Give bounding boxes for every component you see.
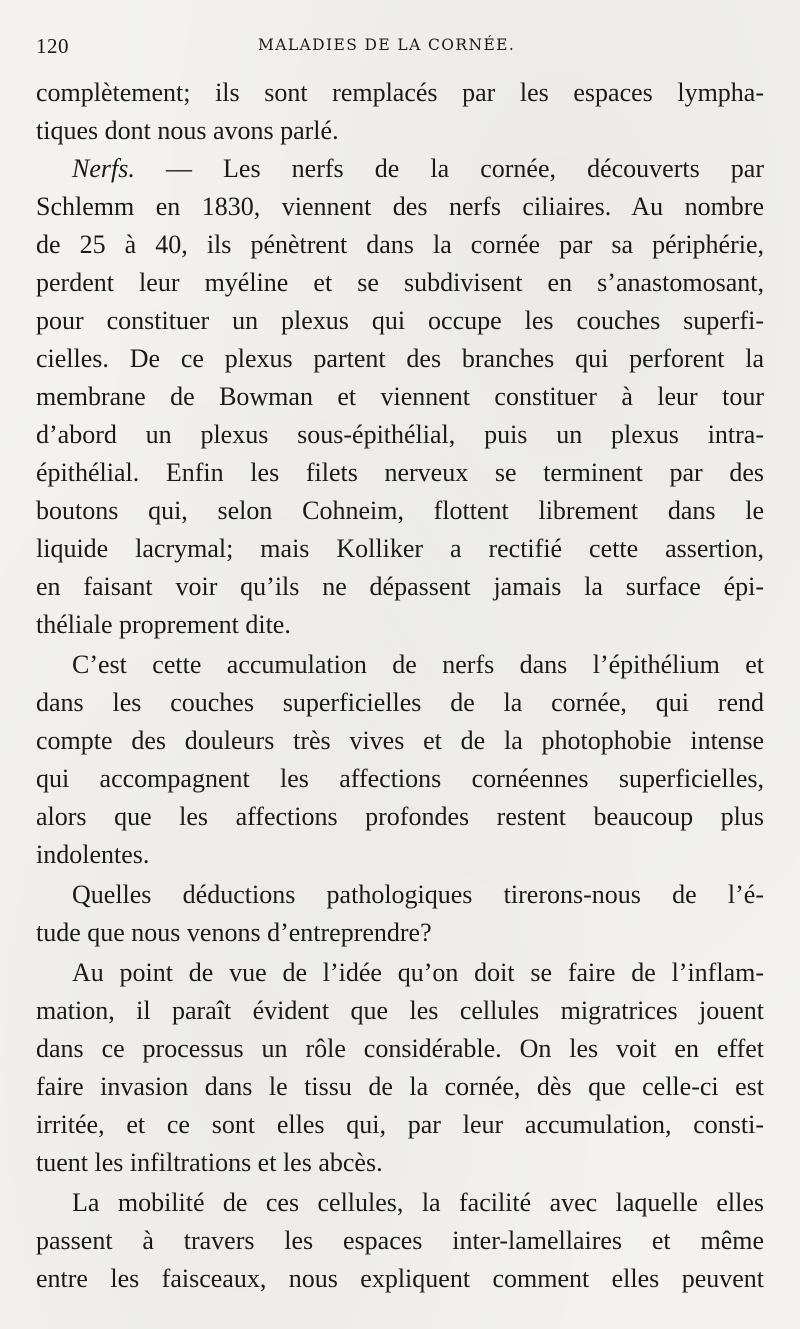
text-line: entre les faisceaux, nous expliquent comment elles peuvent [36,1264,764,1293]
text-line: tuent les infiltrations et les abcès. [36,1148,383,1177]
text-line: dans les couches superficielles de la cornée, qui rend [36,688,764,717]
text-line: compte des douleurs très vives et de la photophobie intense [36,726,764,755]
page-header [36,34,766,64]
text-line: perdent leur myéline et se subdivisent en s’anastomosant, [36,268,764,297]
text-line: membrane de Bowman et viennent constituer à leur tour [36,382,764,411]
text-line: indolentes. [36,840,150,869]
text-line: C’est cette accumulation de nerfs dans l’épithélium et [72,650,764,679]
text-line-nerfs [72,150,764,188]
text-line-nerfs-rest: — Les nerfs de la cornée, découverts par [165,154,764,183]
text-line: qui accompagnent les affections cornéennes superficielles, [36,764,764,793]
text-line: alors que les affections profondes restent beaucoup plus [36,802,764,831]
text-line: Quelles déductions pathologiques tirerons-nous de l’é- [72,880,764,909]
text-line: épithélial. Enfin les filets nerveux se terminent par des [36,458,764,487]
text-line: tude que nous venons d’entreprendre? [36,918,432,947]
text-line: faire invasion dans le tissu de la cornée, dès que celle-ci est [36,1072,764,1101]
text-line: d’abord un plexus sous-épithélial, puis un plexus intra- [36,420,764,449]
text-line: boutons qui, selon Cohneim, flottent librement dans le [36,496,764,525]
running-head: MALADIES DE LA CORNÉE. [258,36,516,54]
text-line: liquide lacrymal; mais Kolliker a rectifié cette assertion, [36,534,764,563]
text-line: passent à travers les espaces inter-lamellaires et même [36,1226,764,1255]
text-line: Schlemm en 1830, viennent des nerfs ciliaires. Au nombre [36,192,764,221]
text-line: cielles. De ce plexus partent des branches qui perforent la [36,344,764,373]
page-number: 120 [36,34,69,58]
text-line: irritée, et ce sont elles qui, par leur accumulation, consti- [36,1110,764,1139]
text-line: Au point de vue de l’idée qu’on doit se faire de l’inflam- [72,958,764,987]
text-line: dans ce processus un rôle considérable. On les voit en effet [36,1034,764,1063]
text-line: de 25 à 40, ils pénètrent dans la cornée par sa périphérie, [36,230,764,259]
text-line: tiques dont nous avons parlé. [36,116,339,145]
text-line: complètement; ils sont remplacés par les espaces lympha- [36,78,764,107]
text-line: en faisant voir qu’ils ne dépassent jamais la surface épi- [36,572,764,601]
text-line: mation, il paraît évident que les cellules migratrices jouent [36,996,764,1025]
nerfs-label: Nerfs. [72,154,135,183]
text-line: La mobilité de ces cellules, la facilité avec laquelle elles [72,1188,764,1217]
text-line: théliale proprement dite. [36,610,291,639]
text-line: pour constituer un plexus qui occupe les couches superfi- [36,306,764,335]
